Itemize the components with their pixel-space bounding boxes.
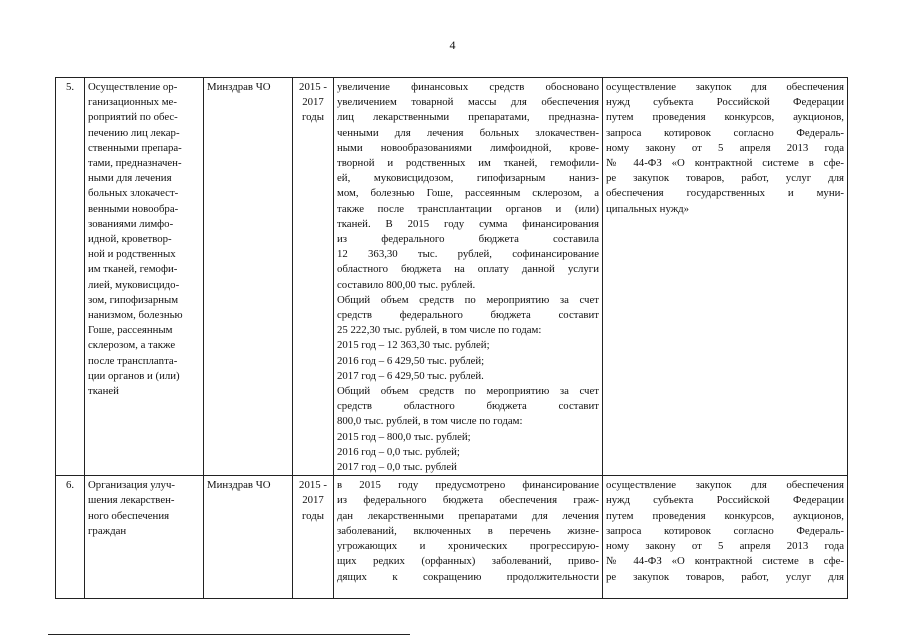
- legal-basis-cell: [603, 476, 848, 599]
- legal-basis-cell: [603, 78, 848, 476]
- description-line: мом, болезнью Гоше, рассеянным склерозом, а: [337, 187, 599, 200]
- legal-basis-line: ре закупок товаров, работ, услуг для: [606, 172, 844, 185]
- description-line: творной и родственных им тканей, гемофили-: [337, 157, 599, 170]
- legal-basis-line: № 44-ФЗ «О контрактной системе в сфе-: [606, 555, 844, 568]
- measure-name-line: граждан: [88, 524, 127, 537]
- executor-cell: [204, 78, 293, 476]
- measure-name-line: ции органов и (или): [88, 369, 180, 382]
- legal-basis-line: осуществление закупок для обеспечения: [606, 479, 844, 492]
- footer-rule: [48, 634, 410, 635]
- legal-basis-line: ному закону от 5 апреля 2013 года: [606, 540, 844, 553]
- years-line: годы: [302, 509, 324, 522]
- description-cell: [334, 476, 603, 599]
- years-line: 2017: [302, 96, 324, 109]
- description-line: угрожающих и хронических прогрессирую-: [337, 540, 599, 553]
- measure-name-line: ными для лечения: [88, 172, 172, 185]
- years-cell: [293, 476, 334, 599]
- measures-table: [55, 77, 848, 599]
- description-line: 2015 год – 800,0 тыс. рублей;: [337, 430, 471, 443]
- legal-basis-line: запроса котировок согласно Федераль-: [606, 524, 844, 537]
- executor: Минздрав ЧО: [207, 479, 271, 492]
- description-cell: [334, 78, 603, 476]
- legal-basis-line: № 44-ФЗ «О контрактной системе в сфе-: [606, 157, 844, 170]
- row-number: 6.: [65, 479, 75, 492]
- measure-name-line: больных злокачест-: [88, 187, 179, 200]
- description-line: дан лекарственными препаратами для лечения: [337, 509, 599, 522]
- measure-name-line: Осуществление ор-: [88, 81, 178, 93]
- legal-basis-line: путем проведения конкурсов, аукционов,: [606, 509, 844, 522]
- measures-table-body: [56, 78, 848, 599]
- measure-name-line: Гоше, рассеянным: [88, 324, 173, 337]
- measure-name-line: венными новообра-: [88, 202, 179, 215]
- description-line: увеличением товарной массы для обеспечения: [337, 96, 599, 109]
- description-line: 2017 год – 0,0 тыс. рублей: [337, 461, 457, 474]
- description-line: тканей. В 2015 году сумма финансирования: [337, 217, 599, 230]
- description-line: ченными для лечения больных злокачествен-: [337, 126, 599, 139]
- measure-name-line: склерозом, а также: [88, 339, 176, 352]
- description-line: 2015 год – 12 363,30 тыс. рублей;: [337, 339, 490, 352]
- executor-cell: [204, 476, 293, 599]
- legal-basis-line: ципальных нужд»: [606, 202, 690, 215]
- description-line: ными новообразованиями лимфоидной, крове-: [337, 141, 599, 154]
- description-line: в 2015 году предусмотрено финансирование: [337, 479, 599, 492]
- description-line: 2016 год – 6 429,50 тыс. рублей;: [337, 354, 485, 367]
- years-line: годы: [302, 111, 324, 124]
- measure-name-line: ной и родственных: [88, 248, 176, 261]
- table-row: [56, 476, 848, 599]
- measure-name-line: ственными препара-: [88, 141, 182, 154]
- measure-name-line: после трансплanта-: [88, 354, 178, 367]
- years-line: 2015 -: [299, 81, 327, 93]
- measure-name-line: им тканей, гемофи-: [88, 263, 178, 276]
- years-line: 2017: [302, 494, 324, 507]
- measure-name-cell: [85, 78, 204, 476]
- measure-name-line: лией, муковисцидо-: [88, 278, 180, 291]
- description-line: ей, муковисцидозом, гипофизарным нaниз-: [337, 172, 599, 185]
- description-line: увеличение финансовых средств обосновано: [337, 81, 599, 93]
- description-line: 2016 год – 0,0 тыс. рублей;: [337, 445, 460, 458]
- legal-basis-line: нужд субъекта Российской Федерации: [606, 494, 844, 507]
- measure-name-line: ного обеспечения: [88, 509, 170, 522]
- years-cell: [293, 78, 334, 476]
- measure-name-line: зом, гипофизарным: [88, 293, 179, 306]
- measure-name-line: нанизмом, болезнью: [88, 309, 183, 322]
- page-number: 4: [449, 38, 456, 52]
- measure-name-line: тканей: [88, 385, 119, 398]
- measure-name-line: идной, кроветвор-: [88, 233, 172, 246]
- description-line: Общий объем средств по мероприятию за счет: [337, 385, 599, 398]
- description-line: Общий объем средств по мероприятию за счет: [337, 293, 599, 306]
- description-line: 2017 год – 6 429,50 тыс. рублей.: [337, 369, 484, 382]
- table-row: [56, 78, 848, 476]
- measure-name-cell: [85, 476, 204, 599]
- description-line: щих редких (орфанных) заболеваний, приво-: [337, 555, 599, 568]
- description-line: из федерального бюджета обеспечения граж-: [337, 494, 599, 507]
- description-line: лиц лекарственными препаратами, предназна-: [337, 111, 599, 124]
- description-line: средств федерального бюджета составит: [337, 309, 599, 322]
- executor: Минздрав ЧО: [207, 81, 271, 93]
- legal-basis-line: нужд субъекта Российской Федерации: [606, 96, 844, 109]
- measure-name-line: шения лекарствен-: [88, 494, 175, 507]
- legal-basis-line: ре закупок товаров, работ, услуг для: [606, 570, 844, 583]
- measure-name-line: зованиями лимфо-: [88, 217, 174, 230]
- measure-name-line: Организация улуч-: [88, 479, 175, 492]
- measure-name-line: тами, предназначен-: [88, 157, 182, 170]
- measure-name-line: роприятий по обес-: [88, 111, 178, 124]
- legal-basis-line: запроса котировок согласно Федераль-: [606, 126, 844, 139]
- description-line: 25 222,30 тыс. рублей, в том числе по годам:: [337, 324, 542, 337]
- measure-name-line: печению лиц лекар-: [88, 126, 180, 139]
- measure-name-line: ганизационных ме-: [88, 96, 177, 109]
- description-line: также после трансплантации органов и (или): [337, 202, 599, 215]
- description-line: составило 800,00 тыс. рублей.: [337, 278, 476, 291]
- description-line: заболеваний, включенных в перечень жизне-: [337, 524, 599, 537]
- row-number: 5.: [65, 81, 75, 93]
- description-line: из федерального бюджета составила: [337, 233, 599, 246]
- description-line: областного бюджета на оплату данной услуги: [337, 263, 599, 276]
- legal-basis-line: ному закону от 5 апреля 2013 года: [606, 141, 844, 154]
- row-number-cell: [56, 78, 85, 476]
- legal-basis-line: путем проведения конкурсов, аукционов,: [606, 111, 844, 124]
- row-number-cell: [56, 476, 85, 599]
- legal-basis-line: обеспечения государственных и муни-: [606, 187, 844, 200]
- legal-basis-line: осуществление закупок для обеспечения: [606, 81, 844, 93]
- description-line: 12 363,30 тыс. рублей, софинансирование: [337, 248, 599, 261]
- description-line: дящих к сокращению продолжительности: [337, 570, 599, 583]
- description-line: средств областного бюджета составит: [337, 400, 599, 413]
- description-line: 800,0 тыс. рублей, в том числе по годам:: [337, 415, 523, 428]
- years-line: 2015 -: [299, 479, 327, 492]
